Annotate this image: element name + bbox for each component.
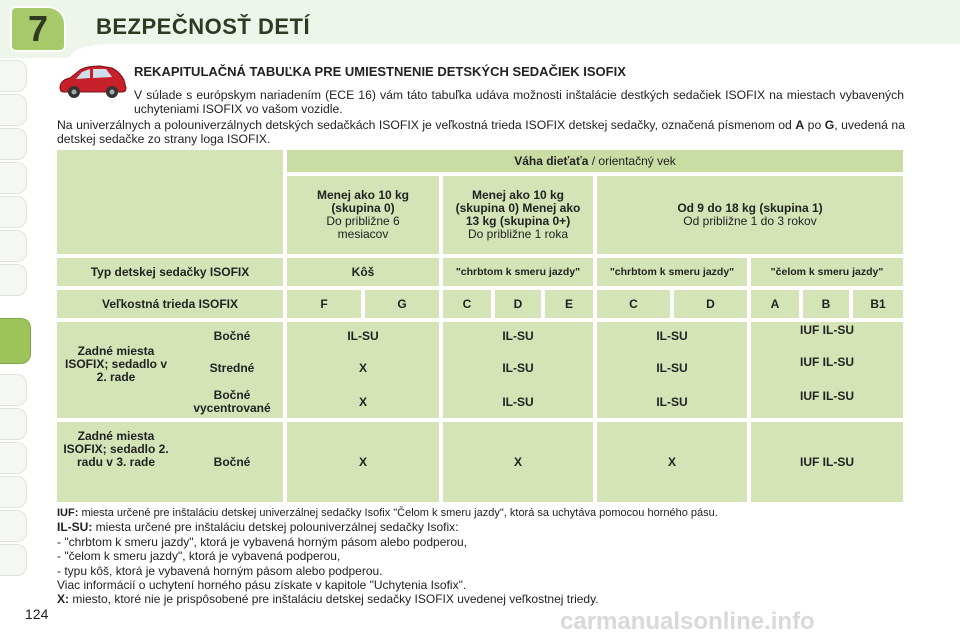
x-note	[57, 592, 917, 606]
row2-label: Zadné miesta ISOFIX; sedadlo v 2. rade	[64, 344, 168, 384]
group-age: Do približne 6 mesiacov	[326, 214, 400, 241]
class-cell: D	[674, 290, 747, 318]
type-cell: "chrbtom k smeru jazdy"	[443, 258, 593, 286]
table-cell: IUF IL-SU	[800, 389, 854, 403]
table-cell: IL-SU	[502, 361, 534, 375]
chapter-tab[interactable]	[0, 230, 27, 262]
para-letter: A	[795, 118, 805, 132]
note-bullet: - "chrbtom k smeru jazdy", ktorá je vybavená horným pásom alebo podperou,	[57, 534, 468, 549]
class-cell: A	[751, 290, 799, 318]
chapter-tab[interactable]	[0, 510, 27, 542]
table-cell: X	[287, 422, 439, 502]
note-label: X:	[57, 592, 69, 607]
group-label: Menej ako 10 kg (skupina 0) Menej ako 13 kg (skupina 0+)	[455, 188, 581, 228]
table-cell: X	[597, 422, 747, 502]
chapter-tab[interactable]	[0, 374, 27, 406]
class-cell: E	[545, 290, 593, 318]
page-title: BEZPEČNOSŤ DETÍ	[96, 14, 311, 39]
para-text: , uvedená na detskej sedačke zo strany loga ISOFIX.	[57, 118, 905, 146]
note-bullet: - "čelom k smeru jazdy", ktorá je vybavená podperou,	[57, 549, 341, 564]
type-cell: "chrbtom k smeru jazdy"	[597, 258, 747, 286]
car-icon	[56, 62, 128, 100]
intro-text: V súlade s európskym nariadením (ECE 16) vám táto tabuľka udáva možnosti inštalácie destkých sedačiek ISOFIX na miestach vybavených uchyteniami ISOFIX vo vašom vozidle.	[134, 88, 904, 116]
table-cell: IUF IL-SU	[800, 323, 854, 337]
chapter-tab[interactable]	[0, 442, 27, 474]
group-1-header	[443, 176, 593, 254]
note-bullet: - typu kôš, ktorá je vybavená horným pásom alebo podperou.	[57, 563, 383, 578]
position-label: Stredné	[209, 361, 255, 375]
group-label: Od 9 do 18 kg (skupina 1)	[677, 201, 823, 215]
size-class-paragraph	[57, 118, 905, 146]
group-age: Do približne 1 roka	[467, 227, 569, 241]
chapter-tab[interactable]	[0, 60, 27, 92]
class-cell: D	[495, 290, 541, 318]
type-cell: "čelom k smeru jazdy"	[751, 258, 903, 286]
weight-header-rest: / orientačný vek	[588, 153, 676, 168]
group-age: Od približne 1 do 3 rokov	[683, 214, 817, 228]
table-cell: IUF IL-SU	[751, 422, 903, 502]
chapter-tab[interactable]	[0, 196, 27, 228]
chapter-tab[interactable]	[0, 162, 27, 194]
iuf-note	[57, 506, 917, 520]
class-cell: C	[597, 290, 670, 318]
chapter-number: 7	[27, 8, 49, 49]
class-label: Veľkostná trieda ISOFIX	[57, 290, 283, 318]
chapter-tab[interactable]	[0, 264, 27, 296]
group-label: Menej ako 10 kg (skupina 0)	[316, 188, 410, 215]
table-cell: X	[358, 361, 367, 375]
table-cell: IL-SU	[502, 329, 534, 343]
position-label: Bočné	[213, 329, 251, 343]
group-2-header	[597, 176, 903, 254]
para-letter: G	[824, 118, 835, 132]
class-cell: B	[803, 290, 849, 318]
note-text: miesta určené pre inštaláciu detskej univerzálnej sedačky Isofix "Čelom k smeru jazdy", ktorá sa uchytáva pomocou horného pásu.	[78, 507, 718, 519]
chapter-tab[interactable]	[0, 128, 27, 160]
row3-label: Zadné miesta ISOFIX; sedadlo 2. radu v 3. rade	[63, 429, 169, 469]
info-note: Viac informácií o uchytení horného pásu získate v kapitole "Uchytenia Isofix".	[57, 578, 467, 593]
type-cell: Kôš	[287, 258, 439, 286]
para-text: Na univerzálnych a polouniverzálnych detských sedačkách ISOFIX je veľkostná trieda ISOFIX detskej sedačky, označená písmenom od	[57, 118, 796, 132]
weight-header-bold: Váha dieťaťa	[514, 153, 589, 168]
table-corner	[57, 150, 283, 254]
legend-notes	[57, 506, 917, 607]
chapter-badge	[10, 6, 66, 52]
type-label: Typ detskej sedačky ISOFIX	[57, 258, 283, 286]
section-title: REKAPITULAČNÁ TABUĽKA PRE UMIESTNENIE DETSKÝCH SEDAČIEK ISOFIX	[134, 64, 626, 79]
ilsu-note	[57, 520, 917, 534]
note-text: miesta určené pre inštaláciu detskej polouniverzálnej sedačky Isofix:	[92, 520, 459, 535]
table-cell: IL-SU	[656, 361, 688, 375]
table-cell: IL-SU	[656, 329, 688, 343]
table-cell: X	[443, 422, 593, 502]
chapter-tab[interactable]	[0, 408, 27, 440]
chapter-tab[interactable]	[0, 94, 27, 126]
chapter-tabs	[0, 60, 30, 580]
position-label: Bočné vycentrované	[193, 388, 271, 415]
header-curve	[70, 44, 960, 58]
class-cell: B1	[853, 290, 903, 318]
table-cell: IUF IL-SU	[800, 355, 854, 369]
weight-header	[287, 150, 903, 172]
class-cell: F	[287, 290, 361, 318]
note-text: miesto, ktoré nie je prispôsobené pre inštaláciu detskej sedačky ISOFIX uvedenej veľkostnej triedy.	[69, 592, 599, 607]
class-cell: C	[443, 290, 491, 318]
para-text: po	[804, 118, 825, 132]
note-label: IUF:	[57, 507, 79, 519]
watermark: carmanualsonline.info	[560, 608, 815, 635]
note-label: IL-SU:	[57, 520, 93, 535]
chapter-tab-active[interactable]	[0, 318, 31, 364]
table-cell: IL-SU	[502, 395, 534, 409]
chapter-tab[interactable]	[0, 544, 27, 576]
group-0-header	[287, 176, 439, 254]
table-cell: IL-SU	[347, 329, 379, 343]
position-label: Bočné	[213, 455, 251, 469]
table-cell: IL-SU	[656, 395, 688, 409]
chapter-tab[interactable]	[0, 476, 27, 508]
class-cell: G	[365, 290, 439, 318]
page-number: 124	[25, 606, 49, 622]
table-cell: X	[358, 395, 367, 409]
